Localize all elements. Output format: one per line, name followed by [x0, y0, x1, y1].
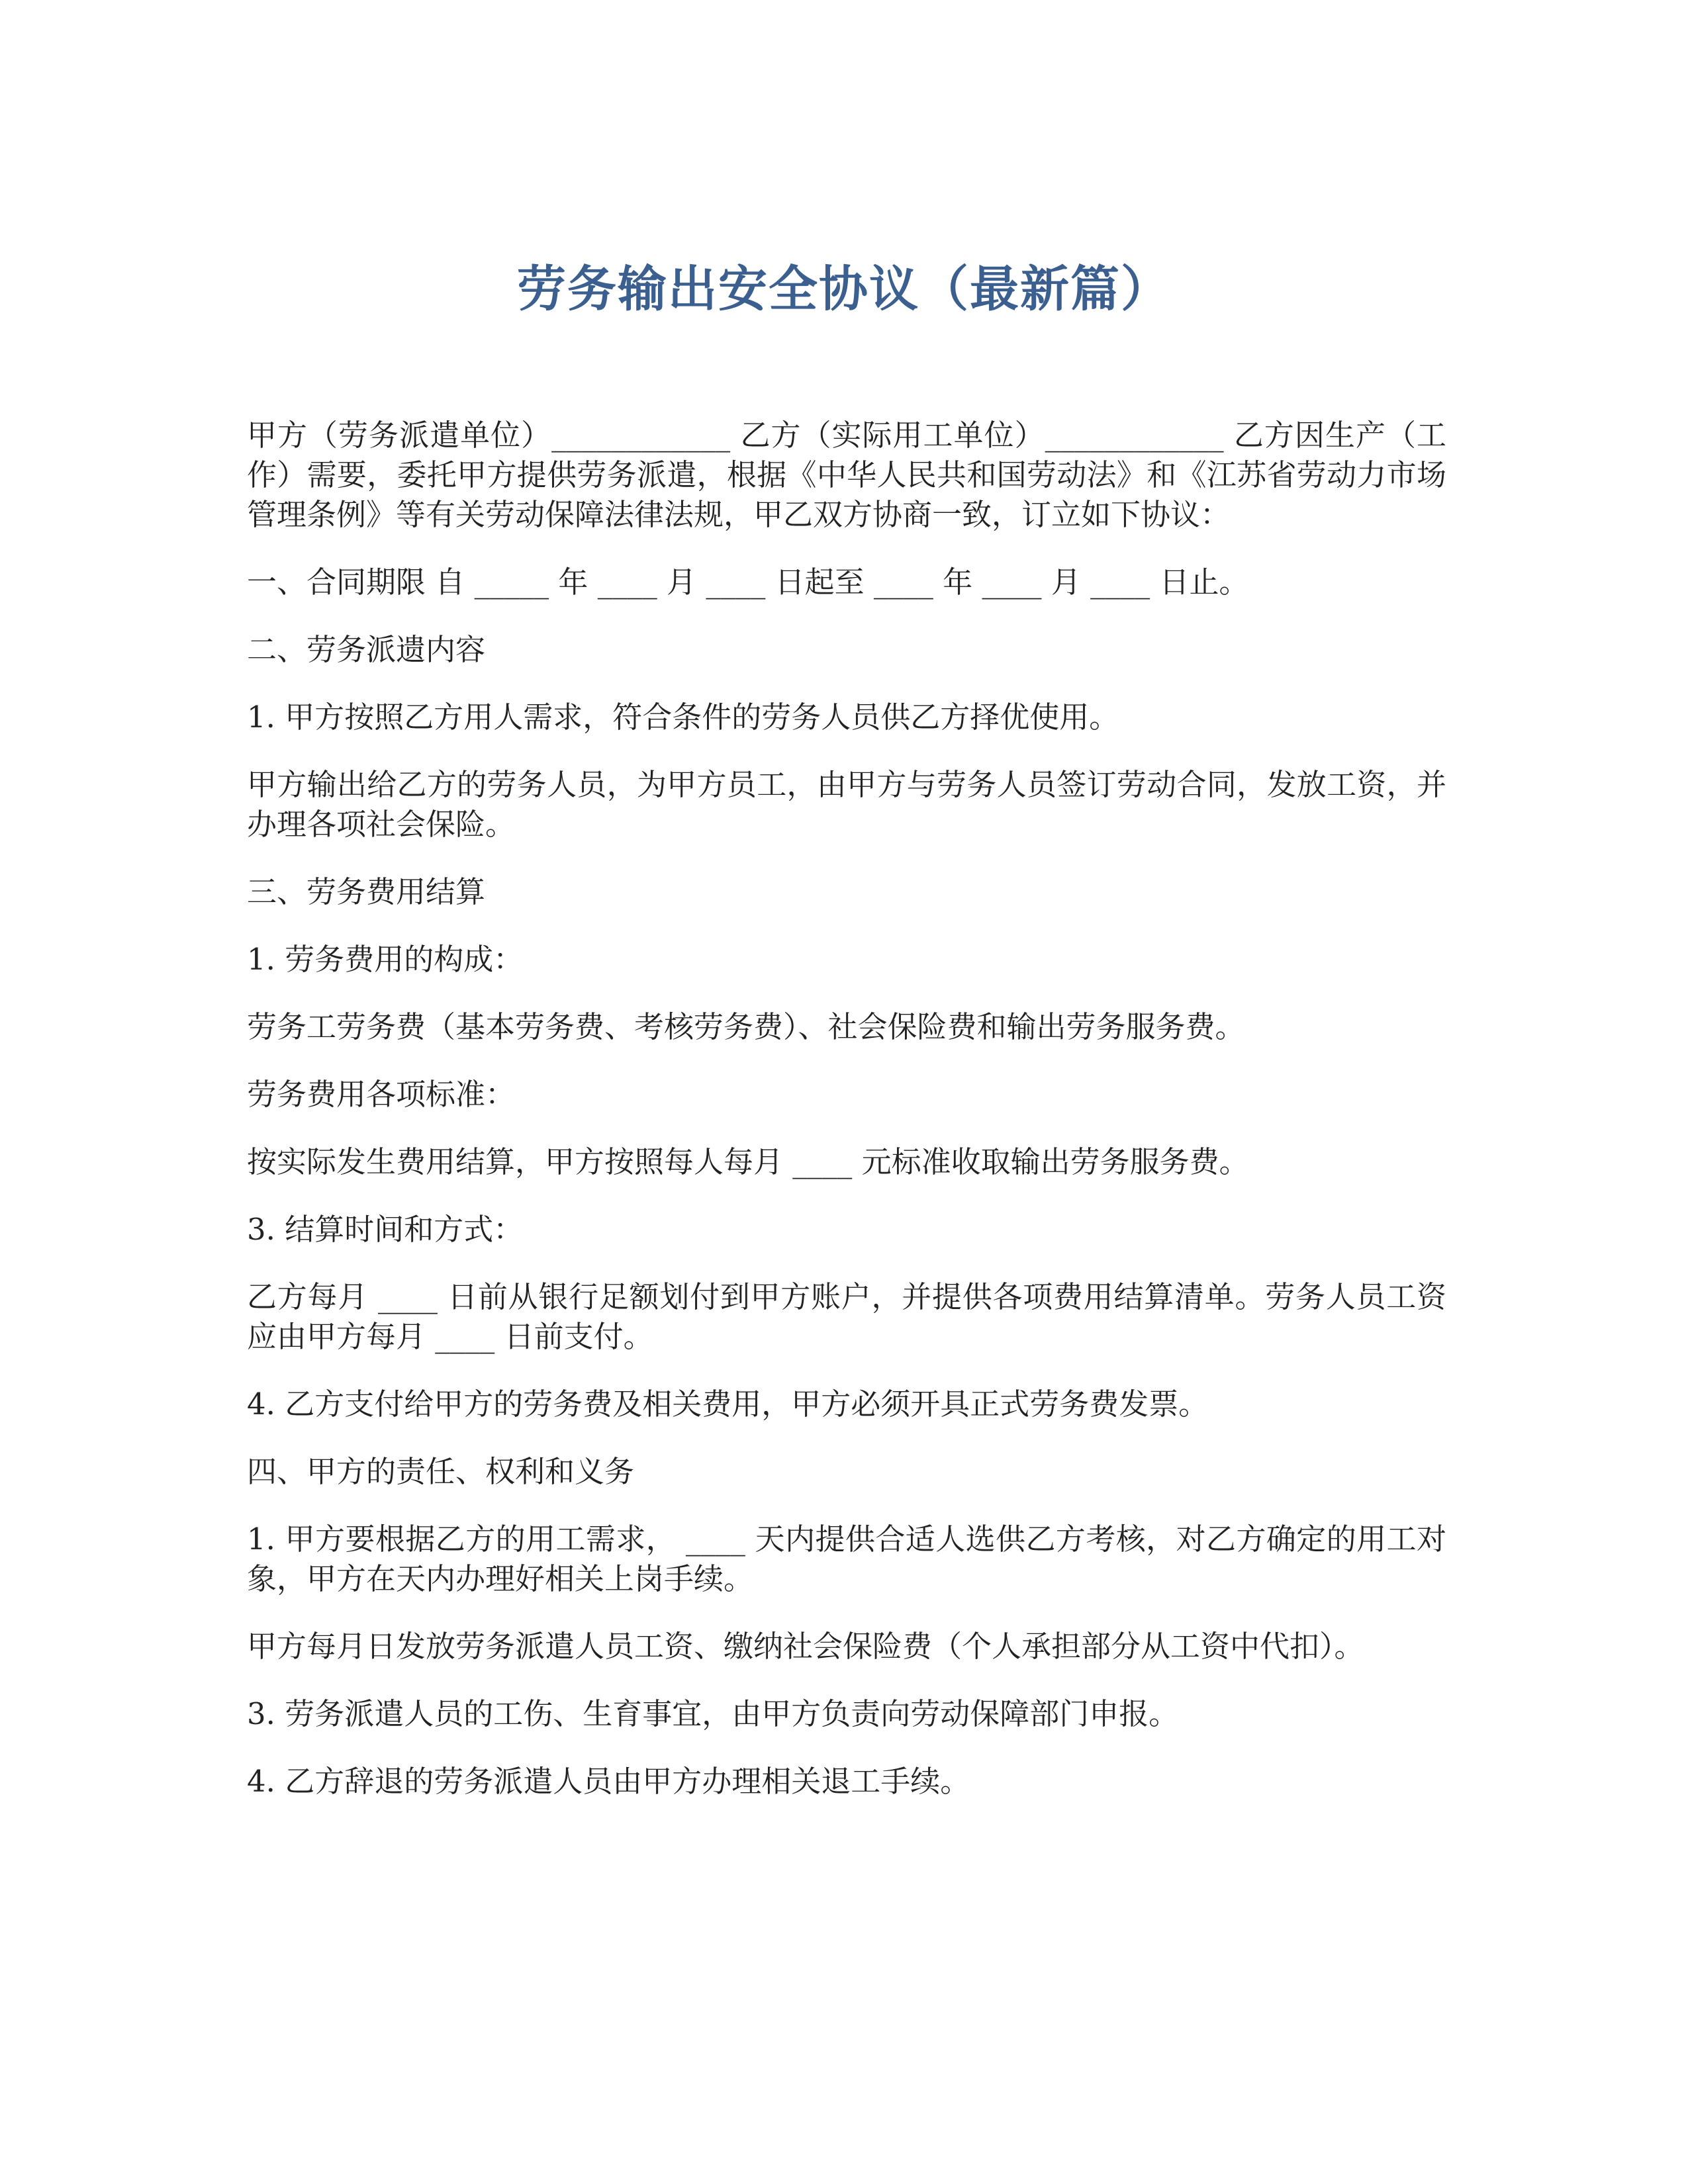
paragraph-2-2: 甲方输出给乙方的劳务人员，为甲方员工，由甲方与劳务人员签订劳动合同，发放工资，并办理各项社会保险。 — [247, 767, 1446, 842]
paragraph-4-4: 4. 乙方辞退的劳务派遣人员由甲方办理相关退工手续。 — [247, 1764, 970, 1799]
document-title: 劳务输出安全协议（最新篇） — [517, 261, 1171, 318]
paragraph-4-3: 3. 劳务派遣人员的工伤、生育事宜，由甲方负责向劳动保障部门申报。 — [247, 1696, 1179, 1731]
paragraph-3-4: 4. 乙方支付给甲方的劳务费及相关费用，甲方必须开具正式劳务费发票。 — [247, 1387, 1209, 1422]
paragraph-2-1: 1. 甲方按照乙方用人需求，符合条件的劳务人员供乙方择优使用。 — [247, 700, 1119, 735]
paragraph-3-1: 1. 劳务费用的构成： — [247, 942, 524, 977]
section-heading-4: 四、甲方的责任、权利和义务 — [247, 1454, 635, 1489]
paragraph-3-3-detail: 乙方每月 ____ 日前从银行足额划付到甲方账户，并提供各项费用结算清单。劳务人员工资应由甲方每月 ____ 日前支付。 — [247, 1279, 1446, 1354]
paragraph-3-2: 劳务费用各项标准： — [247, 1077, 516, 1112]
document-body — [247, 416, 1446, 1829]
section-heading-2: 二、劳务派遗内容 — [247, 632, 486, 667]
paragraph-3-1-detail: 劳务工劳务费（基本劳务费、考核劳务费）、社会保险费和输出劳务服务费。 — [247, 1009, 1245, 1044]
paragraph-3-3: 3. 结算时间和方式： — [247, 1212, 524, 1247]
paragraph-parties: 甲方（劳务派遣单位）____________ 乙方（实际用工单位）____________ 乙方因生产（工作）需要，委托甲方提供劳务派遣，根据《中华人民共和国劳动法》和《江苏省劳动力市场管理条例》等有关劳动保障法律法规，甲乙双方协商一致，订立如下协议： — [247, 418, 1446, 532]
paragraph-3-2-detail: 按实际发生费用结算，甲方按照每人每月 ____ 元标准收取输出劳务服务费。 — [247, 1144, 1249, 1179]
section-heading-3: 三、劳务费用结算 — [247, 874, 486, 909]
paragraph-4-1: 1. 甲方要根据乙方的用工需求， ____ 天内提供合适人选供乙方考核，对乙方确定的用工对象，甲方在天内办理好相关上岗手续。 — [247, 1522, 1446, 1596]
paragraph-4-2: 甲方每月日发放劳务派遣人员工资、缴纳社会保险费（个人承担部分从工资中代扣）。 — [247, 1629, 1364, 1664]
paragraph-contract-term: 一、合同期限 自 _____ 年 ____ 月 ____ 日起至 ____ 年 ____ 月 ____ 日止。 — [247, 565, 1249, 600]
